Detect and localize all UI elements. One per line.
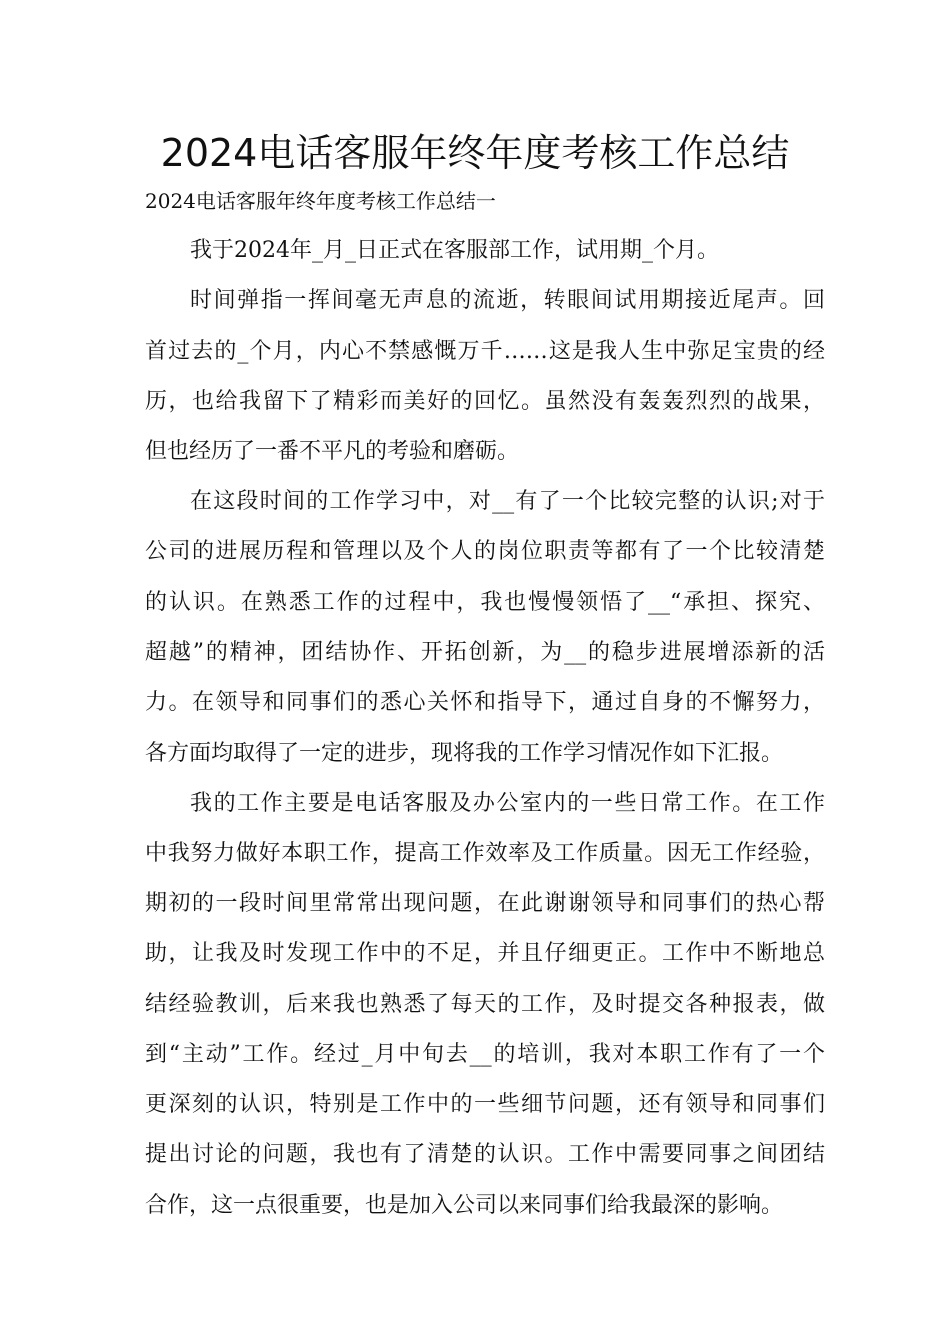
paragraph-line: 各方面均取得了一定的进步，现将我的工作学习情况作如下汇报。: [145, 741, 784, 766]
paragraph-line: 到“主动”工作。经过_月中旬去__的培训，我对本职工作有了一个: [145, 1042, 825, 1067]
document-subtitle: 2024电话客服年终年度考核工作总结一: [145, 189, 496, 213]
paragraph-line: 超越”的精神，团结协作、开拓创新，为__的稳步进展增添新的活: [145, 640, 825, 665]
document-title: 2024电话客服年终年度考核工作总结: [160, 131, 790, 175]
paragraph-line: 力。在领导和同事们的悉心关怀和指导下，通过自身的不懈努力，: [145, 690, 825, 715]
paragraph-line: 时间弹指一挥间毫无声息的流逝，转眼间试用期接近尾声。回: [190, 288, 825, 313]
paragraph-line: 更深刻的认识，特别是工作中的一些细节问题，还有领导和同事们: [145, 1092, 825, 1117]
paragraph-line: 期初的一段时间里常常出现问题，在此谢谢领导和同事们的热心帮: [145, 891, 825, 916]
paragraph-line: 提出讨论的问题，我也有了清楚的认识。工作中需要同事之间团结: [145, 1142, 825, 1167]
paragraph-line: 中我努力做好本职工作，提高工作效率及工作质量。因无工作经验，: [145, 841, 825, 866]
paragraph-line: 我于2024年_月_日正式在客服部工作，试用期_个月。: [190, 238, 719, 263]
paragraph-line: 结经验教训，后来我也熟悉了每天的工作，及时提交各种报表，做: [145, 992, 825, 1017]
paragraph-line: 的认识。在熟悉工作的过程中，我也慢慢领悟了__“承担、探究、: [145, 590, 825, 615]
paragraph-line: 合作，这一点很重要，也是加入公司以来同事们给我最深的影响。: [145, 1193, 784, 1218]
paragraph-line: 在这段时间的工作学习中，对__有了一个比较完整的认识;对于: [190, 489, 825, 514]
paragraph-line: 助，让我及时发现工作中的不足，并且仔细更正。工作中不断地总: [145, 941, 825, 966]
paragraph-line: 首过去的_个月，内心不禁感慨万千……这是我人生中弥足宝贵的经: [145, 339, 825, 364]
paragraph-line: 历，也给我留下了精彩而美好的回忆。虽然没有轰轰烈烈的战果，: [145, 389, 825, 414]
paragraph-line: 我的工作主要是电话客服及办公室内的一些日常工作。在工作: [190, 791, 825, 816]
paragraph-line: 但也经历了一番不平凡的考验和磨砺。: [145, 439, 520, 464]
paragraph-line: 公司的进展历程和管理以及个人的岗位职责等都有了一个比较清楚: [145, 539, 825, 564]
